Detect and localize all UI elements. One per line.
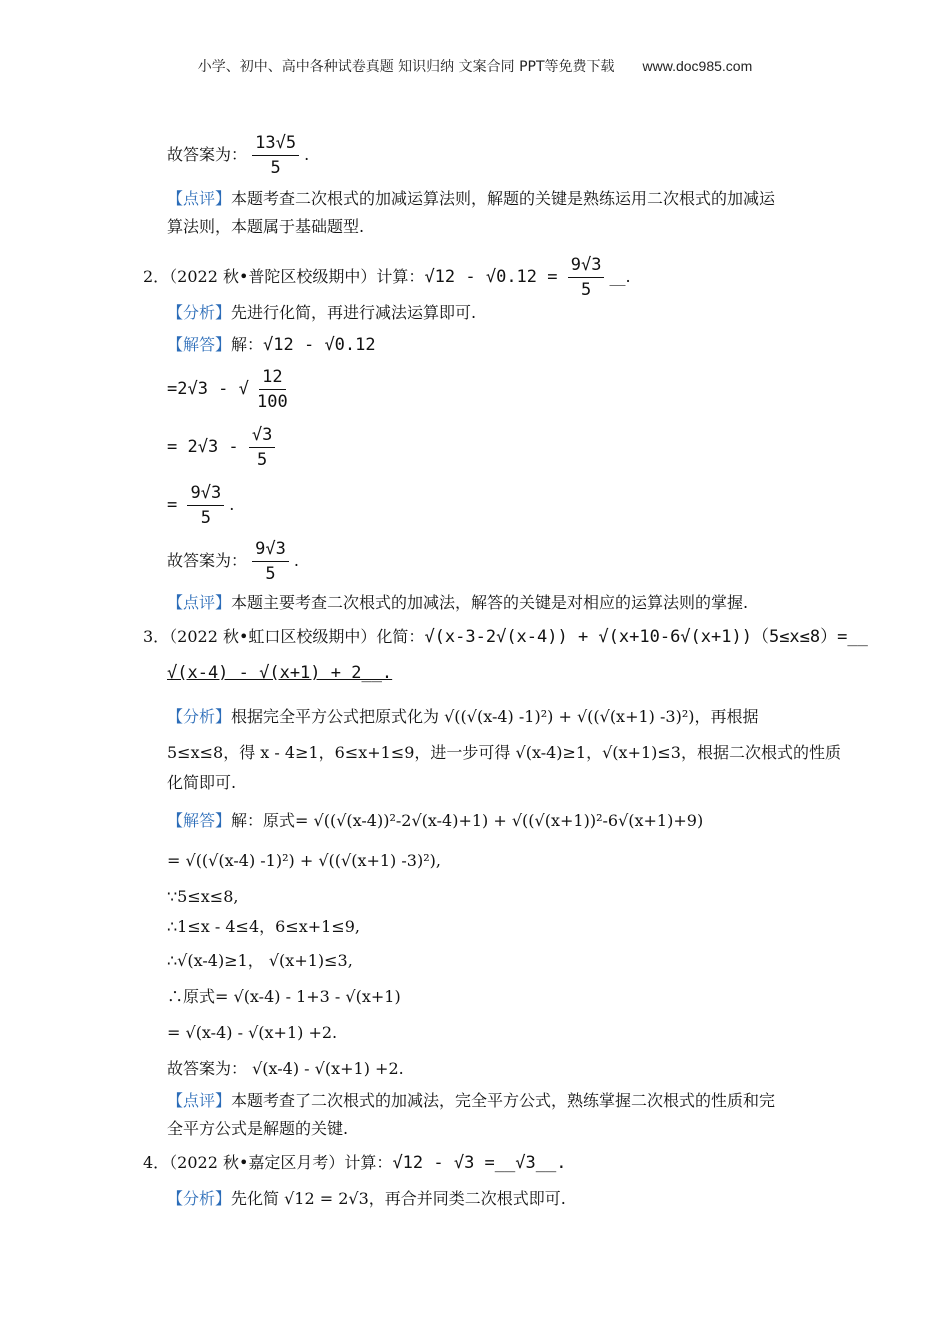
q3-solution	[167, 808, 703, 834]
header-website[interactable]: www.doc985.com	[642, 58, 753, 74]
period: .	[293, 551, 300, 570]
q2-review	[167, 590, 748, 616]
numerator: √3	[249, 424, 275, 448]
step-expression: = 2√3 -	[167, 437, 249, 457]
denominator: 5	[265, 564, 276, 584]
answer-prefix: 故答案为：	[167, 145, 248, 164]
q3-step-2: = √((√(x-4) -1)²) + √((√(x+1) -3)²),	[167, 851, 441, 870]
step-expression: =	[167, 495, 188, 515]
numerator: 9√3	[187, 482, 224, 506]
question-expression: √(x-3-2√(x-4)) + √(x+10-6√(x+1))（5≤x≤8）=__	[424, 627, 868, 647]
q4-analysis	[167, 1186, 566, 1212]
denominator: 5	[257, 450, 268, 470]
numerator: 12	[259, 366, 285, 390]
solution-tag: 【解答】	[167, 335, 232, 354]
q2-step-3	[167, 482, 234, 529]
analysis-text: 先进行化简，再进行减法运算即可.	[231, 303, 477, 322]
fraction	[252, 538, 289, 585]
step-expression: =2√3 - √	[167, 379, 249, 399]
numerator: 9√3	[568, 254, 605, 278]
q3-analysis-3: 化简即可.	[167, 773, 237, 792]
q2-solution	[167, 332, 376, 358]
q4-stem	[143, 1150, 566, 1176]
solution-step-0: √12 - √0.12	[263, 335, 376, 355]
q2-answer	[167, 538, 299, 585]
q3-blank	[167, 660, 392, 686]
q3-step-4: ∴1≤x - 4≤4，6≤x+1≤9,	[167, 917, 361, 936]
header-text: 小学、初中、高中各种试卷真题 知识归纳 文案合同 PPT等免费下载	[197, 59, 615, 75]
fraction	[249, 424, 275, 471]
q1-answer	[167, 132, 309, 179]
numerator: 9√3	[252, 538, 289, 562]
q2-step-1	[167, 366, 291, 413]
review-text: 本题考查了二次根式的加减法，完全平方公式，熟练掌握二次根式的性质和完	[231, 1091, 776, 1110]
review-tag: 【点评】	[167, 593, 232, 612]
denominator: 5	[270, 158, 281, 178]
question-expression: √12 - √0.12 =	[424, 267, 568, 287]
period: .	[304, 145, 310, 164]
q3-step-6: ∴原式= √(x-4) - 1+3 - √(x+1)	[167, 987, 401, 1006]
q1-review-cont: 算法则，本题属于基础题型.	[167, 217, 365, 236]
analysis-text: 根据完全平方公式把原式化为 √((√(x-4) -1)²) + √((√(x+1) -3)²)，再根据	[231, 707, 759, 726]
review-text: 本题主要考查二次根式的加减法，解答的关键是对相应的运算法则的掌握.	[231, 593, 749, 612]
analysis-tag: 【分析】	[167, 707, 232, 726]
q1-review	[167, 186, 775, 212]
blank-end: __.	[609, 267, 631, 286]
q3-stem	[143, 624, 868, 650]
fraction	[187, 482, 224, 529]
q3-step-7: = √(x-4) - √(x+1) +2.	[167, 1023, 338, 1042]
q3-step-3: ∵5≤x≤8,	[167, 887, 239, 906]
solution-lead: 解：	[231, 335, 264, 354]
solution-tag: 【解答】	[167, 811, 232, 830]
page-header	[0, 56, 950, 76]
analysis-tag: 【分析】	[167, 303, 232, 322]
fraction	[254, 366, 291, 413]
q3-step-5: ∴√(x-4)≥1， √(x+1)≤3,	[167, 951, 353, 970]
question-stem: 2．（2022 秋•普陀区校级期中）计算：	[143, 267, 425, 286]
q3-answer: 故答案为： √(x-4) - √(x+1) +2.	[167, 1059, 404, 1078]
question-stem: 4．（2022 秋•嘉定区月考）计算：	[143, 1153, 393, 1172]
q2-stem	[143, 254, 631, 301]
answer-prefix: 故答案为：	[167, 551, 248, 570]
q3-analysis-2: 5≤x≤8，得 x - 4≥1，6≤x+1≤9，进一步可得 √(x-4)≥1，√(x+1)≤3，根据二次根式的性质	[167, 743, 841, 762]
period: .	[229, 495, 235, 514]
answer-blank: √(x-4) - √(x+1) + 2__.	[167, 663, 393, 683]
question-stem: 3．（2022 秋•虹口区校级期中）化简：	[143, 627, 425, 646]
q2-step-2	[167, 424, 275, 471]
fraction	[252, 132, 299, 179]
denominator: 5	[580, 280, 592, 300]
review-tag: 【点评】	[167, 189, 232, 208]
denominator: 100	[256, 392, 288, 412]
q2-analysis	[167, 300, 476, 326]
analysis-text: 先化简 √12 = 2√3，再合并同类二次根式即可.	[231, 1189, 566, 1208]
review-tag: 【点评】	[167, 1091, 232, 1110]
numerator: 13√5	[252, 132, 299, 156]
review-text: 本题考查二次根式的加减运算法则，解题的关键是熟练运用二次根式的加减运	[231, 189, 776, 208]
answer-blank-fraction	[568, 254, 605, 301]
analysis-tag: 【分析】	[167, 1189, 232, 1208]
q3-review	[167, 1088, 775, 1114]
q3-analysis	[167, 704, 758, 730]
denominator: 5	[200, 508, 211, 528]
solution-step-1: 解：原式= √((√(x-4))²-2√(x-4)+1) + √((√(x+1))²-6√(x+1)+9)	[231, 811, 704, 830]
q3-review-cont: 全平方公式是解题的关键.	[167, 1119, 349, 1138]
question-expression: √12 - √3 =__√3__.	[392, 1153, 567, 1173]
